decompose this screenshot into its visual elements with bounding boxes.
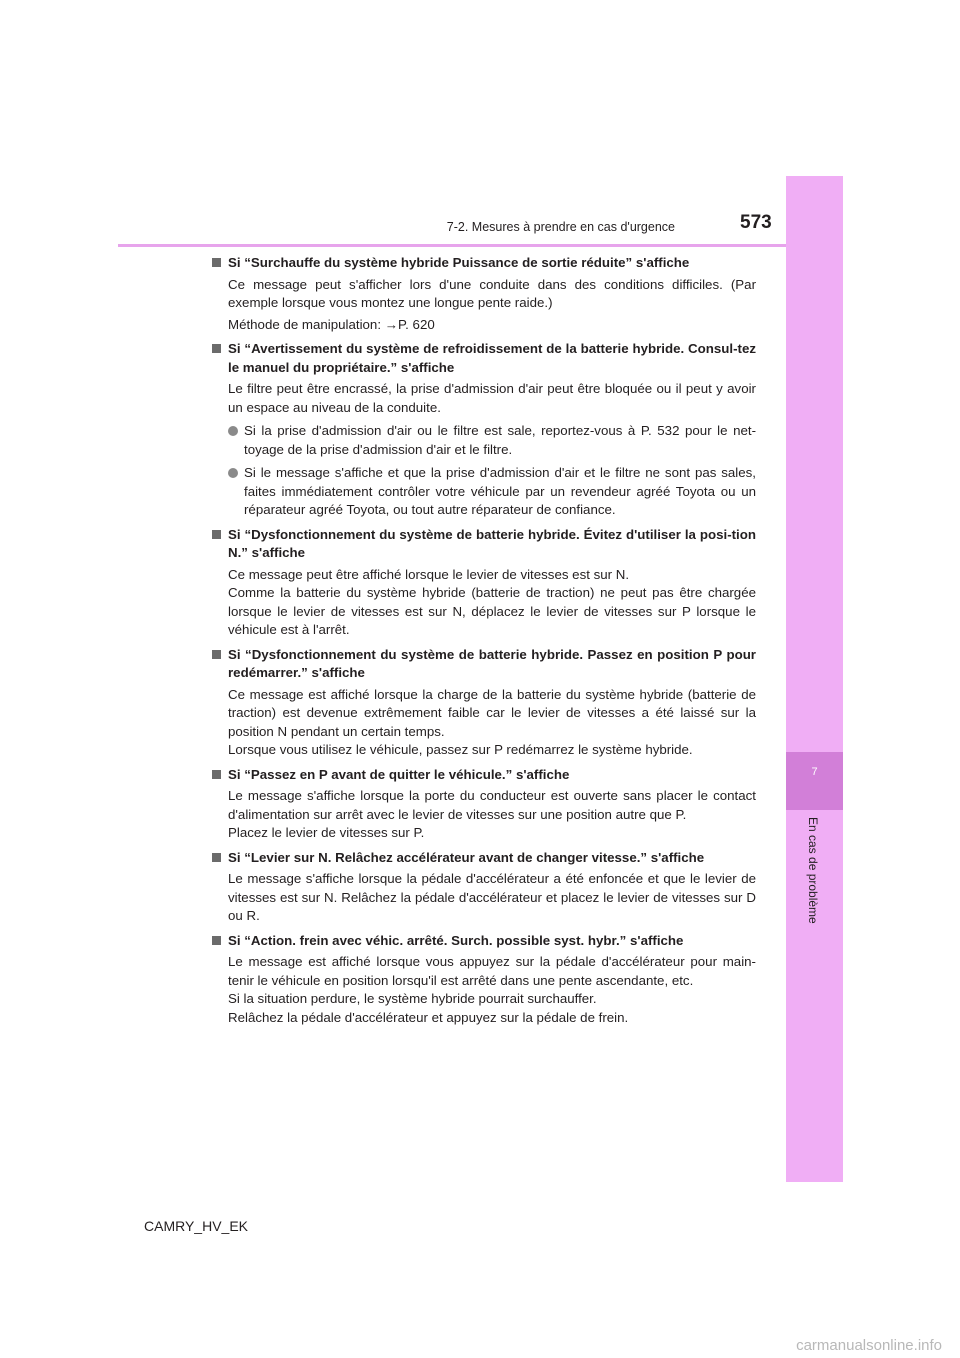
message-heading-text: Si “Dysfonctionnement du système de batterie hybride. Évitez d'utiliser la posi-tion N.” s'affiche	[228, 526, 756, 560]
bullet-item	[212, 464, 756, 520]
header-divider	[118, 244, 786, 247]
message-item	[212, 932, 756, 1028]
message-heading-text: Si “Dysfonctionnement du système de batterie hybride. Passez en position P pour redémarrer.” s'affiche	[228, 646, 756, 680]
page-content	[212, 254, 756, 1033]
square-bullet-icon	[212, 770, 221, 779]
message-paragraph: Ce message est affiché lorsque la charge de la batterie du système hybride (batterie de traction) est devenue extrêmement faible car le levier de vitesses a été laissé sur la position N pendant un certain temps. Lorsque vous utilisez le véhicule, passez sur P redémarrez le système hybride.	[228, 686, 756, 757]
message-heading-text: Si “Action. frein avec véhic. arrêté. Surch. possible syst. hybr.” s'affiche	[228, 932, 684, 948]
square-bullet-icon	[212, 530, 221, 539]
page-number: 573	[740, 212, 772, 233]
chapter-tab-marker	[786, 752, 843, 810]
message-item	[212, 340, 756, 520]
message-heading	[212, 646, 756, 683]
message-heading-text: Si “Levier sur N. Relâchez accélérateur avant de changer vitesse.” s'affiche	[228, 849, 705, 865]
message-paragraph: Ce message peut s'afficher lors d'une conduite dans des conditions difficiles. (Par exemple lorsque vous montez une longue pente raide.)	[228, 276, 756, 310]
message-heading	[212, 766, 756, 785]
side-tab	[786, 176, 843, 1182]
message-item	[212, 849, 756, 926]
message-heading	[212, 526, 756, 563]
square-bullet-icon	[212, 344, 221, 353]
watermark: carmanualsonline.info	[796, 1337, 942, 1354]
round-bullet-icon	[228, 426, 238, 436]
message-paragraph: Ce message peut être affiché lorsque le levier de vitesses est sur N. Comme la batterie du système hybride (batterie de traction) ne peut pas être chargée lorsque le levier de vitesses est sur N, déplacez le levier de vitesses sur P lorsque le véhicule est à l'arrêt.	[228, 566, 756, 637]
message-paragraph: Le filtre peut être encrassé, la prise d'admission d'air peut être bloquée ou il peut y avoir un espace au niveau de la conduite.	[228, 381, 756, 415]
message-heading	[212, 340, 756, 377]
message-paragraph: Le message s'affiche lorsque la pédale d'accélérateur a été enfoncée et que le levier de vitesses est sur N. Relâchez la pédale d'accélérateur et placez le levier de vitesses sur D ou R.	[228, 871, 756, 923]
chapter-number: 7	[811, 766, 818, 778]
message-item	[212, 254, 756, 334]
bullet-item	[212, 422, 756, 459]
square-bullet-icon	[212, 258, 221, 267]
message-heading	[212, 254, 756, 273]
message-paragraph: Le message s'affiche lorsque la porte du conducteur est ouverte sans placer le contact d'alimentation sur arrêt avec le levier de vitesses sur une position autre que P. Placez le levier de vitesses sur P.	[228, 788, 756, 840]
model-code: CAMRY_HV_EK	[144, 1218, 249, 1234]
message-heading	[212, 849, 756, 868]
message-item	[212, 526, 756, 640]
message-heading	[212, 932, 756, 951]
message-paragraph: Méthode de manipulation: →P. 620	[228, 316, 435, 332]
bullet-text: Si la prise d'admission d'air ou le filtre est sale, reportez-vous à P. 532 pour le net-toyage de la prise d'admission d'air et le filtre.	[244, 423, 756, 457]
message-paragraph: Le message est affiché lorsque vous appuyez sur la pédale d'accélérateur pour main-tenir le véhicule en position lorsqu'il est arrêté dans une pente ascendante, etc. Si la situation perdure, le système hybride pourrait surchauffer. Relâchez la pédale d'accélérateur et appuyez sur la pédale de frein.	[228, 954, 756, 1025]
square-bullet-icon	[212, 936, 221, 945]
message-heading-text: Si “Passez en P avant de quitter le véhicule.” s'affiche	[228, 766, 570, 782]
message-item	[212, 766, 756, 843]
message-item	[212, 646, 756, 760]
square-bullet-icon	[212, 853, 221, 862]
section-title: 7-2. Mesures à prendre en cas d'urgence	[446, 220, 675, 234]
message-heading-text: Si “Surchauffe du système hybride Puissance de sortie réduite” s'affiche	[228, 255, 690, 270]
bullet-text: Si le message s'affiche et que la prise d'admission d'air et le filtre ne sont pas sales, faites immédiatement contrôler votre véhicule par un revendeur agréé Toyota ou un réparateur agréé Toyota, ou tout autre réparateur de confiance.	[244, 465, 756, 517]
chapter-title: En cas de problème	[806, 817, 820, 924]
round-bullet-icon	[228, 468, 238, 478]
message-heading-text: Si “Avertissement du système de refroidissement de la batterie hybride. Consul-tez le manuel du propriétaire.” s'affiche	[228, 341, 756, 375]
square-bullet-icon	[212, 650, 221, 659]
